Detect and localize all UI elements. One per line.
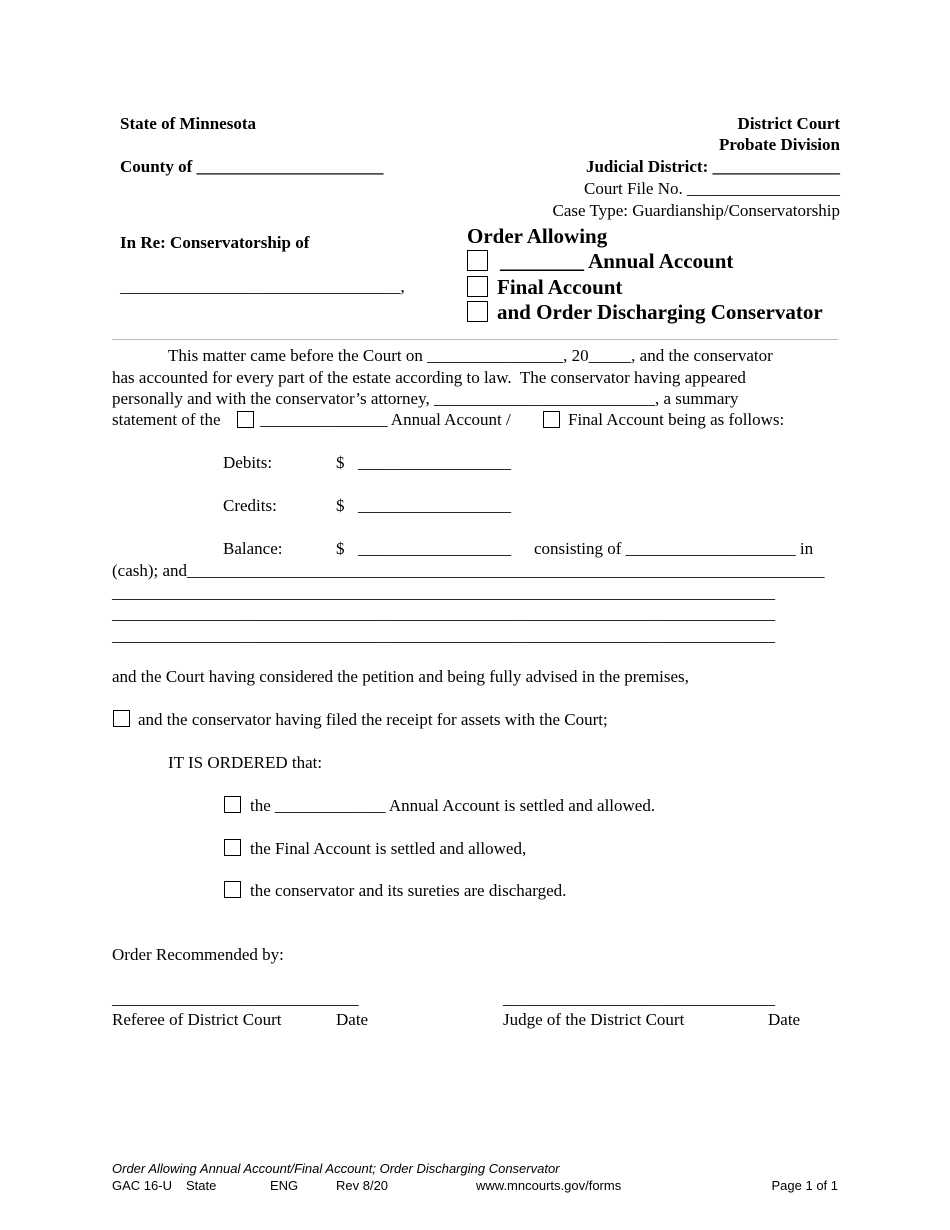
footer-lang: ENG [270,1178,299,1193]
summary-final-checkbox[interactable] [543,411,560,428]
annual-account-checkbox[interactable] [467,250,488,271]
county-field[interactable]: County of ______________________ [120,157,384,176]
footer-url[interactable]: www.mncourts.gov/forms [476,1178,622,1193]
judge-date-label: Date [768,1010,801,1029]
order-discharge-checkbox[interactable] [224,881,241,898]
discharge-option: and Order Discharging Conservator [497,300,823,324]
summary-annual-checkbox[interactable] [237,411,254,428]
order-final-checkbox[interactable] [224,839,241,856]
order-title: Order Allowing [467,224,608,248]
body-line-1: This matter came before the Court on ________________, 20_____, and the conservator [168,346,773,365]
final-account-checkbox[interactable] [467,276,488,297]
annual-account-option: ________ Annual Account [500,249,734,273]
judicial-district-field[interactable]: Judicial District: _______________ [585,157,840,176]
body-line-4c: Final Account being as follows: [568,410,785,429]
dollar-sign: $ [336,539,345,558]
blank-line[interactable]: ______________________________________________________________________________ [112,583,775,602]
order-final-text: the Final Account is settled and allowed, [250,839,527,858]
blank-line[interactable]: ______________________________________________________________________________ [112,604,775,623]
receipt-checkbox[interactable] [113,710,130,727]
final-account-option: Final Account [497,275,623,299]
ordered-heading: IT IS ORDERED that: [168,753,323,772]
credits-label: Credits: [223,496,277,515]
judge-signature-line[interactable]: ________________________________ [503,989,775,1008]
body-line-2: has accounted for every part of the estate according to law. The conservator having appeared [112,368,746,387]
blank-line[interactable]: ______________________________________________________________________________ [112,626,775,645]
consisting-of-field[interactable]: consisting of ____________________ in [534,539,814,558]
body-line-4b: _______________ Annual Account / [260,410,511,429]
debits-field[interactable]: __________________ [358,453,511,472]
judge-label: Judge of the District Court [503,1010,685,1029]
credits-field[interactable]: __________________ [358,496,511,515]
discharge-checkbox[interactable] [467,301,488,322]
order-annual-text: the _____________ Annual Account is settled and allowed. [250,796,656,815]
court-file-field[interactable]: Court File No. __________________ [584,179,840,198]
referee-date-label: Date [336,1010,369,1029]
case-type: Case Type: Guardianship/Conservatorship [552,201,840,220]
order-discharge-text: the conservator and its sureties are discharged. [250,881,567,900]
footer-title: Order Allowing Annual Account/Final Account; Order Discharging Conservator [112,1161,560,1176]
considered-text: and the Court having considered the petition and being fully advised in the premises, [112,667,689,686]
referee-signature-line[interactable]: _____________________________ [112,989,359,1008]
balance-field[interactable]: __________________ [358,539,511,558]
state-heading: State of Minnesota [120,114,256,133]
cash-line[interactable]: (cash); and___________________________________________________________________________ [112,561,825,580]
footer-rev: Rev 8/20 [336,1178,389,1193]
debits-label: Debits: [223,453,273,472]
conservatee-name-field[interactable]: _________________________________, [120,277,405,296]
in-re-label: In Re: Conservatorship of [120,233,310,252]
divider [112,339,838,340]
balance-label: Balance: [223,539,283,558]
dollar-sign: $ [336,496,345,515]
dollar-sign: $ [336,453,345,472]
footer-page: Page 1 of 1 [771,1178,838,1193]
recommended-label: Order Recommended by: [112,945,284,964]
footer-form-id: GAC 16-U [112,1178,172,1193]
referee-label: Referee of District Court [112,1010,282,1029]
division-heading: Probate Division [718,135,840,154]
footer-state: State [186,1178,217,1193]
receipt-text: and the conservator having filed the receipt for assets with the Court; [138,710,608,729]
body-line-3: personally and with the conservator’s attorney, __________________________, a summary [112,389,739,408]
order-annual-checkbox[interactable] [224,796,241,813]
court-heading: District Court [737,114,840,133]
body-line-4a: statement of the [112,410,221,429]
